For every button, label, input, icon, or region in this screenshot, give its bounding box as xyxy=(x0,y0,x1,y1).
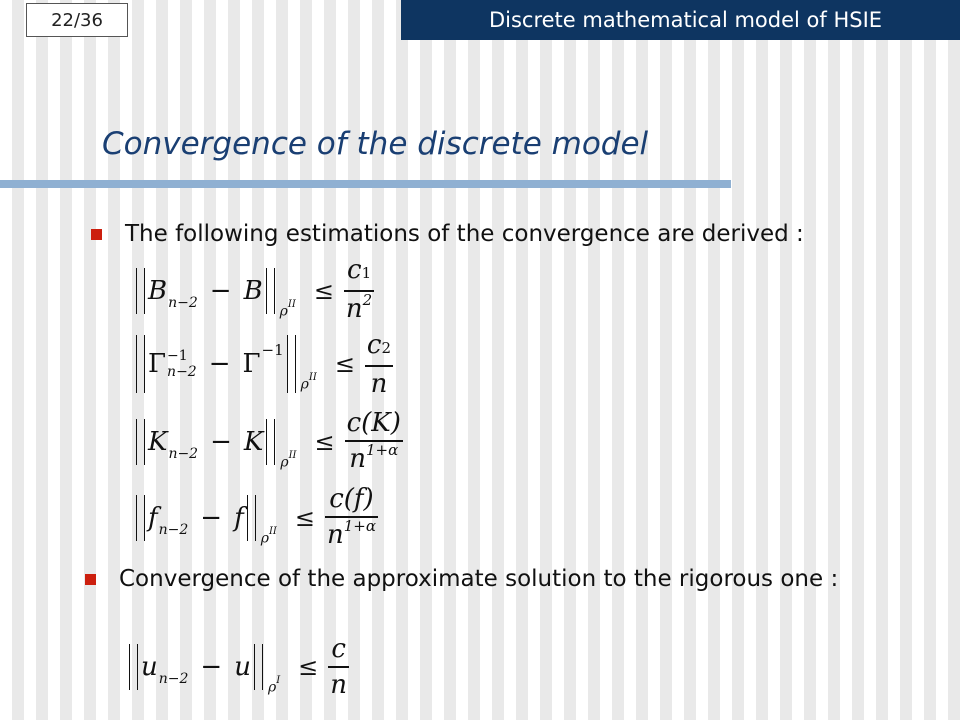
formula-fraction xyxy=(365,330,393,399)
denominator-superscript: 2 xyxy=(362,290,373,309)
fraction-denominator: n xyxy=(370,368,388,399)
formula-fraction xyxy=(328,634,349,700)
formula-leq: ≤ xyxy=(313,276,334,305)
norm-bars-right xyxy=(266,268,275,314)
fraction-numerator: c xyxy=(331,634,346,664)
fraction-numerator xyxy=(345,255,373,290)
norm-rho: ρ xyxy=(260,531,269,548)
norm-superscript: II xyxy=(268,526,277,538)
formula-term: f xyxy=(148,503,158,534)
slide-title: Convergence of the discrete model xyxy=(102,126,649,162)
denominator-symbol: n xyxy=(326,519,344,550)
bullet-text: Convergence of the approximate solution to the rigorous one : xyxy=(119,566,839,592)
formula-subscript: n−2 xyxy=(167,364,197,381)
formula-term: K xyxy=(148,427,168,458)
formula-term: B xyxy=(148,275,168,306)
denominator-symbol: n xyxy=(345,293,363,324)
norm-bars-right xyxy=(287,335,296,393)
numerator-subscript: 1 xyxy=(361,264,372,282)
norm-superscript: I xyxy=(276,674,281,686)
norm-bars-left xyxy=(136,268,145,314)
formula-fraction xyxy=(325,484,378,553)
norm-subscript xyxy=(279,298,296,320)
formula-term: u xyxy=(141,651,158,682)
numerator-subscript: 2 xyxy=(381,339,392,357)
fraction-denominator xyxy=(325,518,378,553)
norm-subscript xyxy=(267,674,281,696)
formula-minus: − xyxy=(200,651,223,682)
denominator-symbol: n xyxy=(349,443,366,474)
norm-bars-left xyxy=(136,335,145,393)
formula-minus: − xyxy=(209,275,232,306)
bullet-text: The following estimations of the convergence are derived : xyxy=(125,221,804,247)
formula-b-convergence xyxy=(133,255,374,327)
formula-leq: ≤ xyxy=(334,350,355,379)
formula-term: K xyxy=(243,427,264,458)
fraction-numerator: c(K) xyxy=(346,408,401,438)
square-bullet-icon xyxy=(85,574,96,585)
fraction-denominator: n xyxy=(330,669,347,700)
norm-bars-right xyxy=(266,419,275,465)
formula-subsup xyxy=(167,348,197,380)
bullet-item xyxy=(125,220,804,249)
header-bar xyxy=(401,0,960,40)
norm-rho: ρ xyxy=(279,303,288,320)
norm-bars-left xyxy=(136,419,145,465)
title-divider xyxy=(0,180,731,188)
denominator-superscript: 1+α xyxy=(365,440,399,459)
norm-rho: ρ xyxy=(280,455,289,472)
norm-bars-right xyxy=(247,495,256,541)
formula-leq: ≤ xyxy=(298,652,319,681)
norm-bars-right xyxy=(254,644,263,690)
formula-term: f xyxy=(234,503,244,534)
header-title: Discrete mathematical model of HSIE xyxy=(488,8,883,32)
formula-subscript: n−2 xyxy=(168,294,198,311)
fraction-denominator xyxy=(347,442,400,477)
denominator-superscript: 1+α xyxy=(343,516,376,535)
formula-subscript: n−2 xyxy=(158,670,189,687)
formula-fraction xyxy=(345,408,403,477)
formula-fraction xyxy=(344,255,374,327)
norm-bars-left xyxy=(129,644,138,690)
norm-superscript: II xyxy=(287,298,296,310)
formula-term: B xyxy=(243,275,263,306)
formula-minus: − xyxy=(208,349,231,380)
formula-leq: ≤ xyxy=(314,428,335,457)
norm-bars-left xyxy=(136,495,145,541)
norm-subscript xyxy=(300,372,317,394)
norm-subscript xyxy=(280,450,297,472)
page-counter xyxy=(26,3,128,37)
formula-subscript: n−2 xyxy=(158,522,189,539)
formula-minus: − xyxy=(200,503,223,534)
formula-f-convergence xyxy=(133,484,378,553)
square-bullet-icon xyxy=(91,229,102,240)
page-counter-text: 22/36 xyxy=(51,9,103,31)
numerator-symbol: c xyxy=(366,330,382,360)
fraction-numerator xyxy=(365,330,393,365)
formula-superscript: −1 xyxy=(167,348,188,365)
formula-leq: ≤ xyxy=(294,504,315,533)
norm-superscript: II xyxy=(308,372,317,384)
formula-term: Γ xyxy=(148,349,167,380)
fraction-denominator xyxy=(344,292,374,327)
norm-subscript xyxy=(260,526,277,548)
numerator-symbol: c xyxy=(347,255,362,285)
norm-rho: ρ xyxy=(267,679,277,696)
formula-term: Γ xyxy=(242,349,261,380)
norm-superscript: II xyxy=(288,450,297,462)
formula-superscript: −1 xyxy=(261,341,284,360)
formula-subscript: n−2 xyxy=(168,446,199,463)
formula-k-convergence xyxy=(133,408,403,477)
norm-rho: ρ xyxy=(300,377,309,394)
formula-gamma-convergence xyxy=(133,330,393,399)
formula-minus: − xyxy=(210,427,232,458)
formula-u-convergence xyxy=(126,634,349,700)
formula-term: u xyxy=(234,651,251,682)
bullet-item xyxy=(119,565,919,594)
fraction-numerator: c(f) xyxy=(329,484,374,514)
